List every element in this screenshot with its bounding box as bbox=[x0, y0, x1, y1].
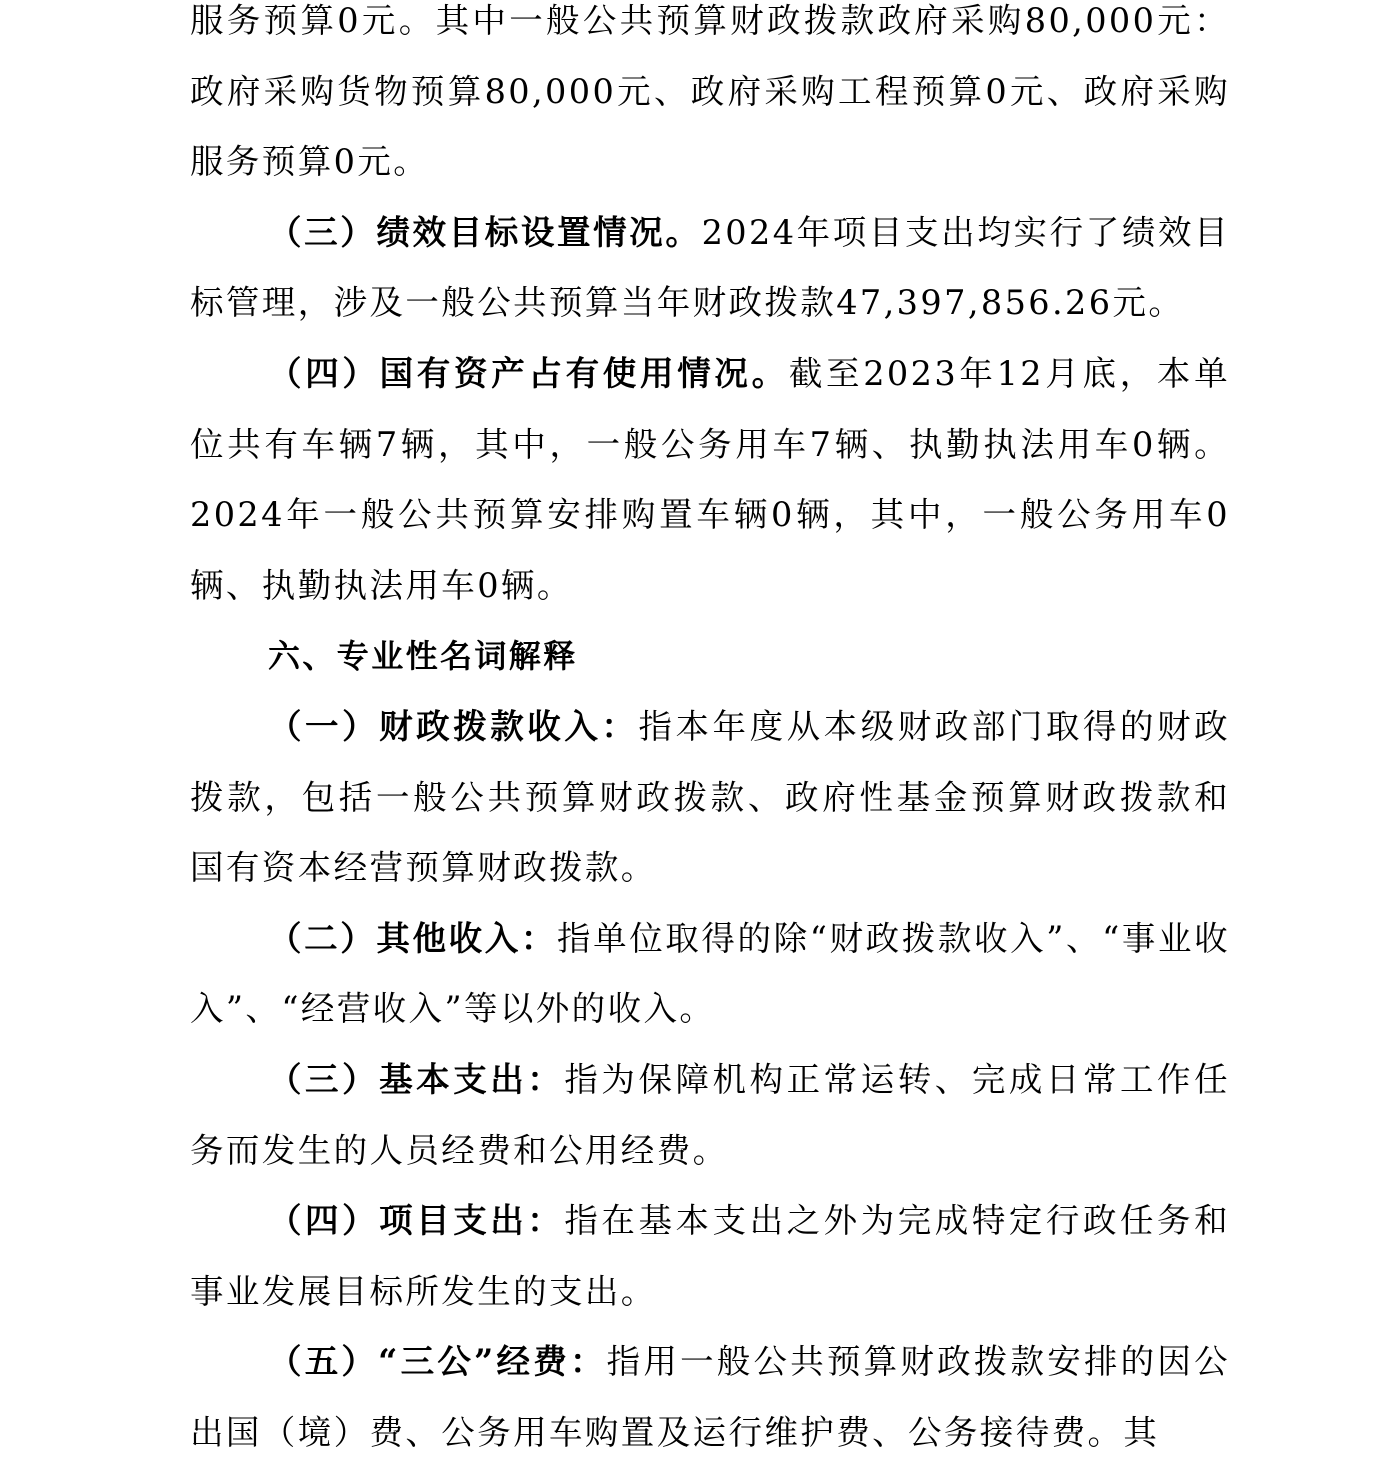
definition-text: 指在基本支出之外为完成特定行政任务和事业发展目标所发生的支出。 bbox=[190, 1201, 1231, 1311]
paragraph-text: 服务预算0元。其中一般公共预算财政拨款政府采购80,000元：政府采购货物预算80,000元、政府采购工程预算0元、政府采购服务预算0元。 bbox=[190, 1, 1230, 182]
paragraph-state-assets bbox=[190, 339, 1230, 621]
definition-fiscal-appropriation-income bbox=[190, 692, 1230, 904]
definition-text: 指用一般公共预算财政拨款安排的因公出国（境）费、公务用车购置及运行维护费、公务接待费。其 bbox=[190, 1342, 1230, 1452]
document-page bbox=[190, 0, 1230, 1468]
paragraph-text: 2024年项目支出均实行了绩效目标管理，涉及一般公共预算当年财政拨款47,397,856.26元。 bbox=[190, 212, 1230, 323]
section-heading: 六、专业性名词解释 bbox=[268, 637, 578, 676]
definition-term: （五）“三公”经费： bbox=[268, 1342, 607, 1382]
definition-text: 指为保障机构正常运转、完成日常工作任务而发生的人员经费和公用经费。 bbox=[190, 1059, 1231, 1170]
definition-term: （一）财政拨款收入： bbox=[268, 706, 639, 746]
paragraph-text: 截至2023年12月底，本单位共有车辆7辆，其中，一般公务用车7辆、执勤执法用车0辆。2024年一般公共预算安排购置车辆0辆，其中，一般公务用车0辆、执勤执法用车0辆。 bbox=[190, 353, 1230, 605]
paragraph-lead: （三）绩效目标设置情况。 bbox=[268, 212, 702, 252]
definition-term: （四）项目支出： bbox=[268, 1201, 565, 1241]
definition-three-public-expenses bbox=[190, 1327, 1230, 1468]
paragraph-performance-targets bbox=[190, 198, 1230, 339]
definition-text: 指本年度从本级财政部门取得的财政拨款，包括一般公共预算财政拨款、政府性基金预算财政拨款和国有资本经营预算财政拨款。 bbox=[190, 706, 1230, 888]
definition-other-income bbox=[190, 904, 1230, 1045]
definition-project-expenditure bbox=[190, 1186, 1230, 1327]
definition-term: （三）基本支出： bbox=[268, 1059, 565, 1099]
definition-basic-expenditure bbox=[190, 1045, 1230, 1186]
paragraph-lead: （四）国有资产占有使用情况。 bbox=[268, 353, 789, 393]
definition-term: （二）其他收入： bbox=[268, 918, 557, 958]
definition-text: 指单位取得的除“财政拨款收入”、“事业收入”、“经营收入”等以外的收入。 bbox=[190, 918, 1230, 1029]
paragraph-procurement-budget bbox=[190, 0, 1230, 198]
